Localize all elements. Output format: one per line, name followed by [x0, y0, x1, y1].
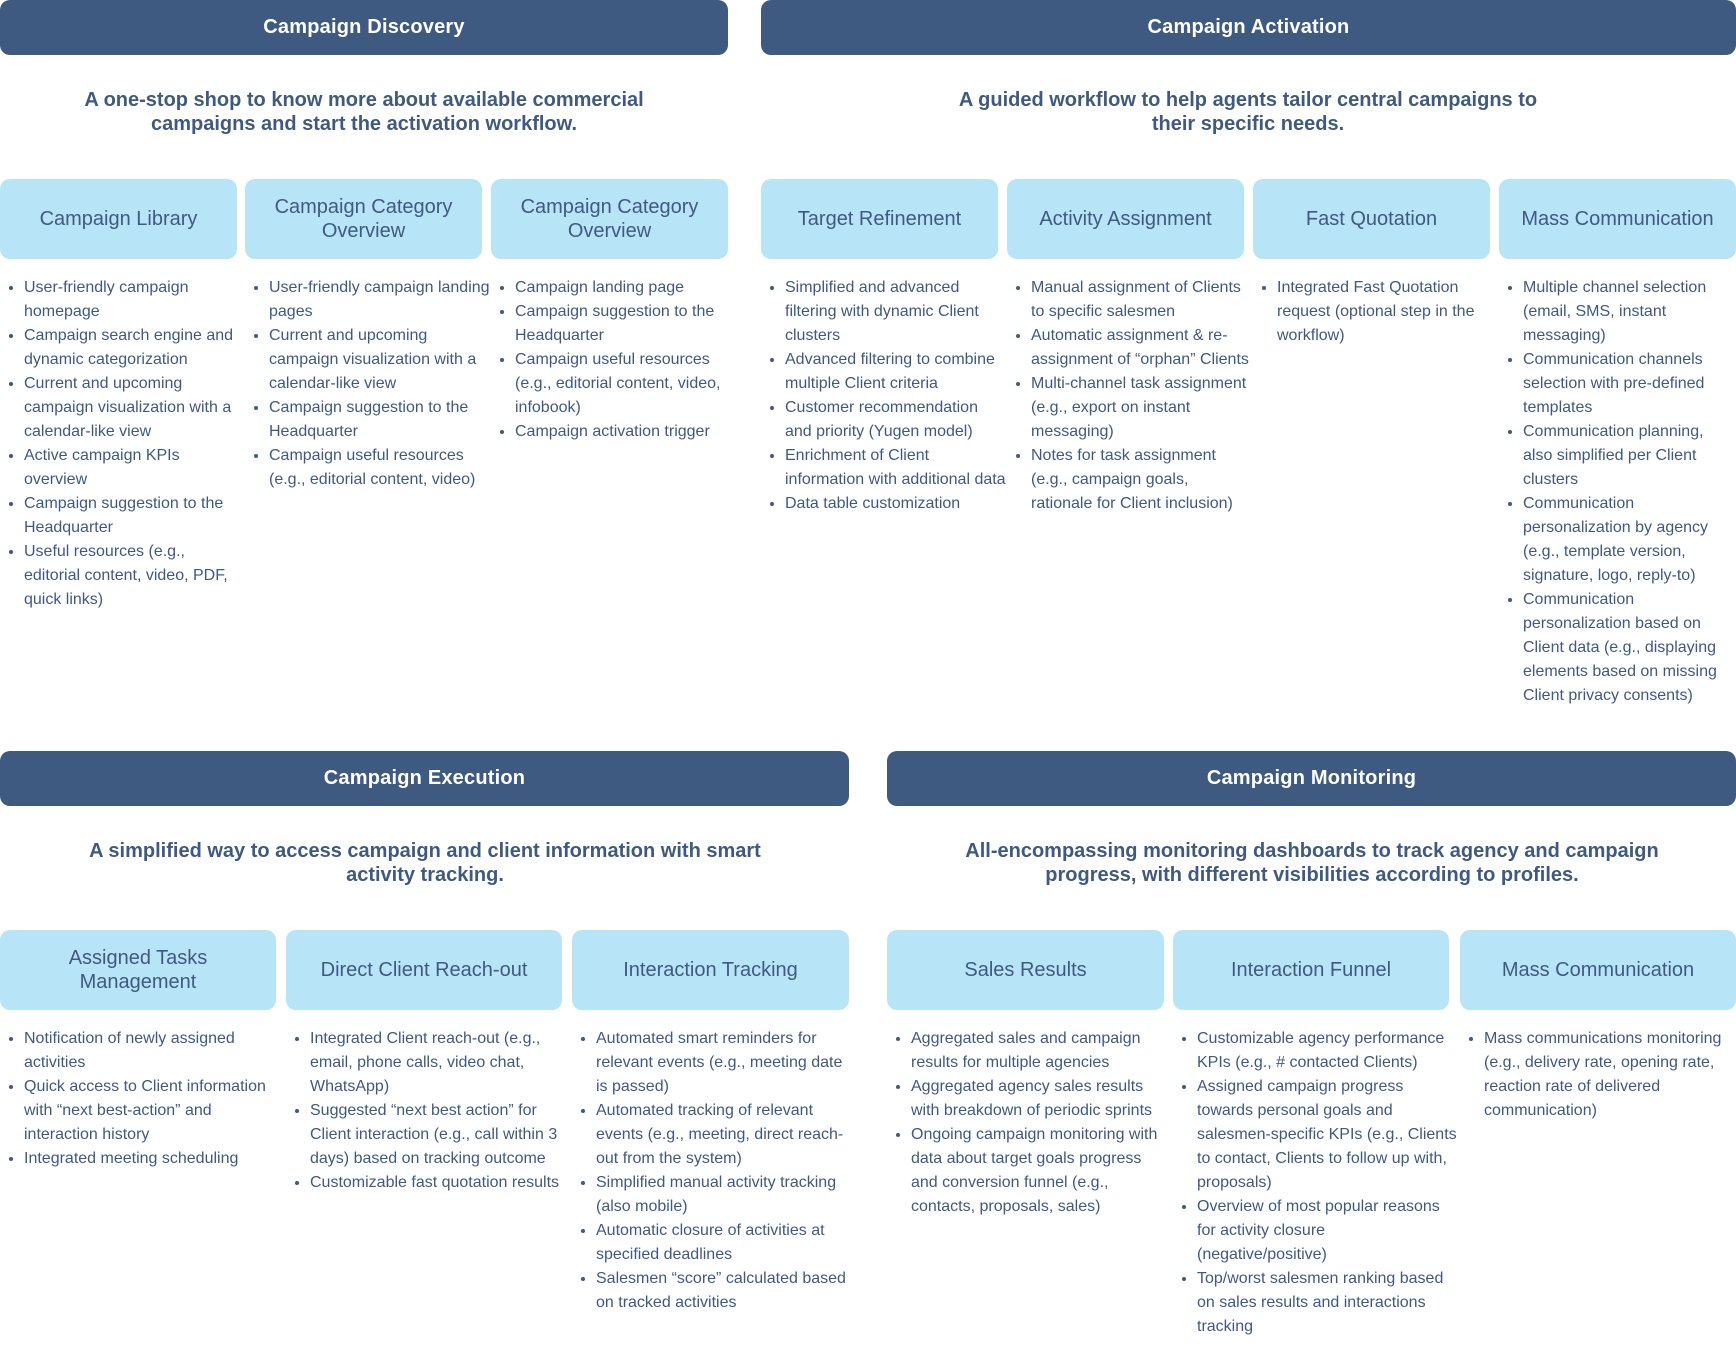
list-item: • Automatic assignment & re-assignment of “orphan” Clients: [1031, 324, 1252, 372]
list-item: • Integrated Fast Quotation request (optional step in the workflow): [1277, 276, 1498, 348]
feature-list: [572, 1027, 849, 1315]
list-item: • Ongoing campaign monitoring with data about target goals progress and conversion funnel (e.g., contacts, proposals, sales): [911, 1123, 1171, 1219]
list-item: • Simplified manual activity tracking (also mobile): [596, 1171, 849, 1219]
list-item: • Communication channels selection with pre-defined templates: [1523, 348, 1736, 420]
feature-card: Mass Communication: [1460, 930, 1736, 1010]
list-item: • Integrated meeting scheduling: [24, 1147, 283, 1171]
list-item: • Data table customization: [785, 492, 1006, 516]
feature-list: [0, 1027, 283, 1171]
list-item: • Automated tracking of relevant events (e.g., meeting, direct reach-out from the system): [596, 1099, 849, 1171]
list-item: • User-friendly campaign landing pages: [269, 276, 490, 324]
list-item: • Active campaign KPIs overview: [24, 444, 245, 492]
list-item: • Campaign suggestion to the Headquarter: [269, 396, 490, 444]
feature-list: [761, 276, 1006, 516]
list-item: • Top/worst salesmen ranking based on sales results and interactions tracking: [1197, 1267, 1457, 1339]
feature-card: Campaign Category Overview: [245, 179, 482, 259]
section-campaign-execution: [0, 751, 849, 1362]
list-item: • Communication personalization based on Client data (e.g., displaying elements based on missing Client privacy consents): [1523, 588, 1736, 708]
list-item: • Overview of most popular reasons for activity closure (negative/positive): [1197, 1195, 1457, 1267]
feature-card: Interaction Funnel: [1173, 930, 1449, 1010]
list-item: • Aggregated agency sales results with breakdown of periodic sprints: [911, 1075, 1171, 1123]
list-item: • Mass communications monitoring (e.g., delivery rate, opening rate, reaction rate of delivered communication): [1484, 1027, 1736, 1123]
list-item: • Automated smart reminders for relevant events (e.g., meeting date is passed): [596, 1027, 849, 1099]
list-item: • Assigned campaign progress towards personal goals and salesmen-specific KPIs (e.g., Clients to contact, Clients to follow up with, proposals): [1197, 1075, 1457, 1195]
list-item: • Manual assignment of Clients to specific salesmen: [1031, 276, 1252, 324]
section-campaign-activation: [761, 0, 1736, 740]
list-item: • Campaign useful resources (e.g., editorial content, video): [269, 444, 490, 492]
section-title: Campaign Monitoring: [887, 751, 1736, 806]
feature-card: Activity Assignment: [1007, 179, 1244, 259]
list-item: • Campaign search engine and dynamic categorization: [24, 324, 245, 372]
feature-card: Fast Quotation: [1253, 179, 1490, 259]
section-subtitle: A guided workflow to help agents tailor central campaigns to their specific needs.: [958, 89, 1538, 135]
list-item: • Campaign suggestion to the Headquarter: [515, 300, 728, 348]
list-item: • Automatic closure of activities at specified deadlines: [596, 1219, 849, 1267]
list-item: • Notes for task assignment (e.g., campaign goals, rationale for Client inclusion): [1031, 444, 1252, 516]
section-campaign-discovery: [0, 0, 728, 700]
list-item: • Simplified and advanced filtering with dynamic Client clusters: [785, 276, 1006, 348]
feature-list: [1253, 276, 1498, 348]
feature-card: Mass Communication: [1499, 179, 1736, 259]
list-item: • Customer recommendation and priority (Yugen model): [785, 396, 1006, 444]
section-campaign-monitoring: [887, 751, 1736, 1362]
list-item: • Communication planning, also simplified per Client clusters: [1523, 420, 1736, 492]
feature-list: [1007, 276, 1252, 516]
list-item: • Aggregated sales and campaign results for multiple agencies: [911, 1027, 1171, 1075]
feature-list: [1173, 1027, 1457, 1339]
list-item: • Campaign suggestion to the Headquarter: [24, 492, 245, 540]
feature-list: [286, 1027, 569, 1195]
feature-card: Campaign Category Overview: [491, 179, 728, 259]
list-item: • Communication personalization by agency (e.g., template version, signature, logo, reply-to): [1523, 492, 1736, 588]
list-item: • Advanced filtering to combine multiple Client criteria: [785, 348, 1006, 396]
feature-list: [245, 276, 490, 492]
section-subtitle: A simplified way to access campaign and client information with smart activity tracking.: [89, 840, 761, 886]
feature-list: [1499, 276, 1736, 708]
list-item: • Salesmen “score” calculated based on tracked activities: [596, 1267, 849, 1315]
list-item: • Quick access to Client information with “next best-action” and interaction history: [24, 1075, 283, 1147]
list-item: • Integrated Client reach-out (e.g., email, phone calls, video chat, WhatsApp): [310, 1027, 569, 1099]
section-subtitle: A one-stop shop to know more about available commercial campaigns and start the activation workflow.: [84, 89, 644, 135]
list-item: • Campaign activation trigger: [515, 420, 728, 444]
feature-list: [1460, 1027, 1736, 1123]
list-item: • Useful resources (e.g., editorial content, video, PDF, quick links): [24, 540, 245, 612]
section-subtitle: All-encompassing monitoring dashboards to track agency and campaign progress, with different visibilities according to profiles.: [965, 840, 1659, 886]
feature-card: Target Refinement: [761, 179, 998, 259]
feature-card: Assigned Tasks Management: [0, 930, 276, 1010]
feature-card: Sales Results: [887, 930, 1164, 1010]
list-item: • User-friendly campaign homepage: [24, 276, 245, 324]
feature-list: [887, 1027, 1171, 1219]
list-item: • Campaign landing page: [515, 276, 728, 300]
list-item: • Suggested “next best action” for Client interaction (e.g., call within 3 days) based on tracking outcome: [310, 1099, 569, 1171]
feature-list: [0, 276, 245, 612]
feature-card: Interaction Tracking: [572, 930, 849, 1010]
list-item: • Multi-channel task assignment (e.g., export on instant messaging): [1031, 372, 1252, 444]
list-item: • Enrichment of Client information with additional data: [785, 444, 1006, 492]
section-title: Campaign Discovery: [0, 0, 728, 55]
feature-list: [491, 276, 728, 444]
feature-card: Campaign Library: [0, 179, 237, 259]
feature-card: Direct Client Reach-out: [286, 930, 562, 1010]
list-item: • Customizable agency performance KPIs (e.g., # contacted Clients): [1197, 1027, 1457, 1075]
list-item: • Notification of newly assigned activities: [24, 1027, 283, 1075]
list-item: • Current and upcoming campaign visualization with a calendar-like view: [269, 324, 490, 396]
list-item: • Multiple channel selection (email, SMS, instant messaging): [1523, 276, 1736, 348]
list-item: • Customizable fast quotation results: [310, 1171, 569, 1195]
list-item: • Current and upcoming campaign visualization with a calendar-like view: [24, 372, 245, 444]
section-title: Campaign Activation: [761, 0, 1736, 55]
list-item: • Campaign useful resources (e.g., editorial content, video, infobook): [515, 348, 728, 420]
section-title: Campaign Execution: [0, 751, 849, 806]
